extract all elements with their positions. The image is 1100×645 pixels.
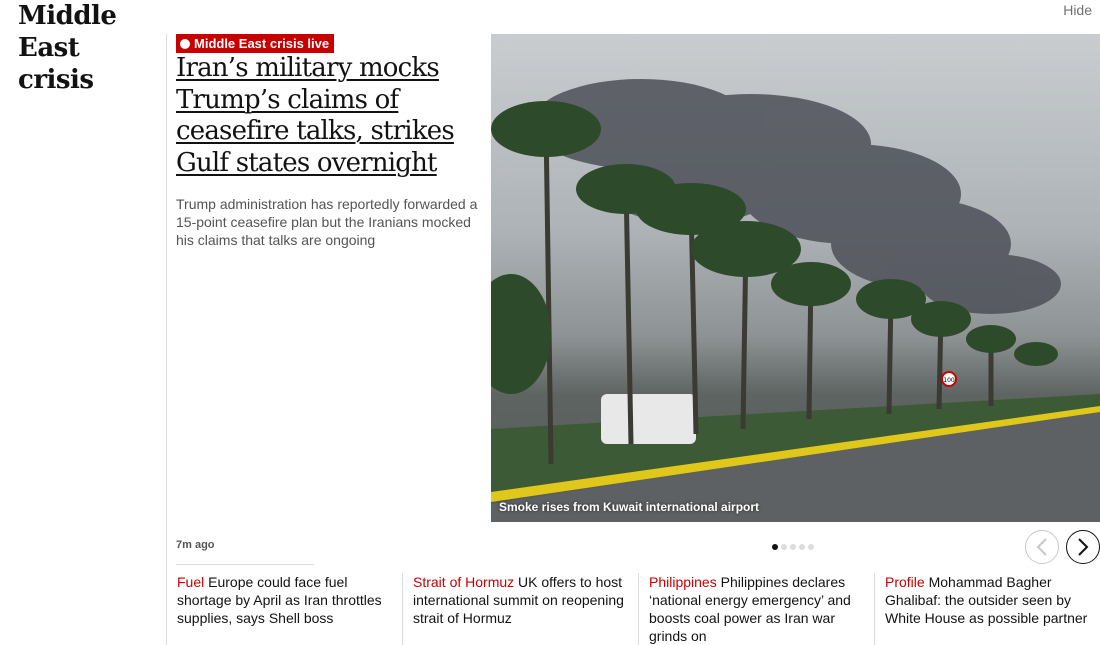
- section-title[interactable]: Middle East crisis: [18, 1, 117, 95]
- card-text: Philippines declares ‘national energy emergency’ and boosts coal power as Iran war grinds on: [649, 574, 851, 644]
- feature-headline[interactable]: Iran’s military mocks Trump’s claims of ceasefire talks, strikes Gulf states overnight: [176, 53, 454, 178]
- feature-image[interactable]: [491, 34, 1100, 522]
- carousel-dot[interactable]: [808, 544, 814, 550]
- carousel-dot[interactable]: [799, 544, 805, 550]
- card-kicker: Philippines: [649, 574, 721, 590]
- hide-button[interactable]: Hide: [1063, 2, 1092, 18]
- image-caption: Smoke rises from Kuwait international airport: [499, 500, 760, 514]
- related-stories: [166, 573, 1100, 645]
- carousel-indicator[interactable]: [772, 544, 814, 550]
- chevron-left-icon: [1036, 538, 1048, 556]
- card-kicker: Profile: [885, 574, 929, 590]
- vertical-divider: [166, 34, 167, 645]
- carousel-dot[interactable]: [772, 544, 778, 550]
- live-dot-icon: [180, 39, 190, 49]
- card-kicker: Fuel: [177, 574, 209, 590]
- speed-limit-sign-label: 100: [943, 377, 955, 384]
- timestamp-divider: [176, 564, 314, 565]
- timestamp: 7m ago: [176, 539, 215, 551]
- related-story-card[interactable]: [166, 573, 402, 645]
- carousel-prev-button[interactable]: [1025, 530, 1059, 564]
- carousel-dot[interactable]: [790, 544, 796, 550]
- feature-image-illustration: [491, 34, 1100, 522]
- live-kicker-label: Middle East crisis live: [194, 36, 330, 51]
- related-story-card[interactable]: [874, 573, 1100, 645]
- related-story-card[interactable]: [638, 573, 874, 645]
- card-kicker: Strait of Hormuz: [413, 574, 519, 590]
- related-story-card[interactable]: [402, 573, 638, 645]
- live-kicker-badge[interactable]: [176, 34, 334, 53]
- chevron-right-icon: [1077, 538, 1089, 556]
- card-text: Europe could face fuel shortage by April as Iran throttles supplies, says Shell boss: [177, 574, 382, 626]
- carousel-next-button[interactable]: [1066, 530, 1100, 564]
- card-text: Mohammad Bagher Ghalibaf: the outsider seen by White House as possible partner: [885, 574, 1088, 626]
- card-text: UK offers to host international summit on reopening strait of Hormuz: [413, 574, 624, 626]
- feature-standfirst: Trump administration has reportedly forwarded a 15-point ceasefire plan but the Iranians mocked his claims that talks are ongoing: [176, 196, 478, 248]
- carousel-dot[interactable]: [781, 544, 787, 550]
